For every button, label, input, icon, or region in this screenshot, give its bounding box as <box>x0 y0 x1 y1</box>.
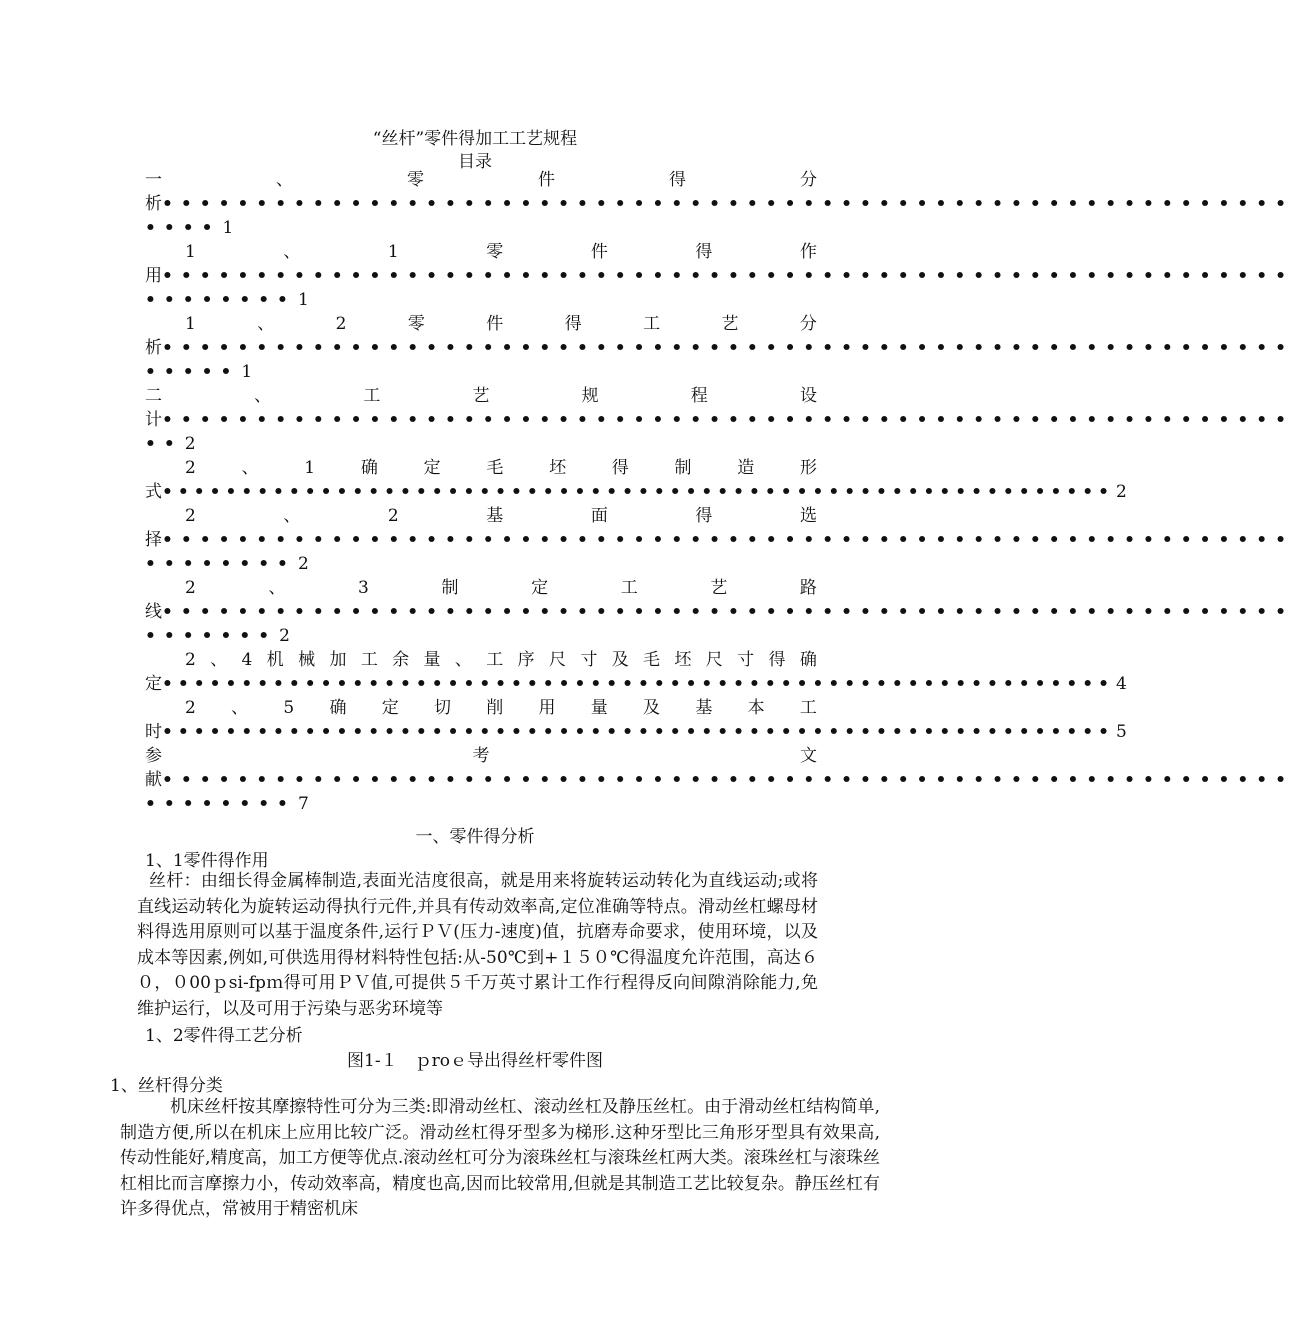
toc-entry-title <box>145 696 817 720</box>
toc-entry[interactable] <box>145 384 1294 456</box>
toc-title-char: 工 <box>643 314 661 334</box>
toc-title-char: 形 <box>800 458 817 478</box>
toc-title-char: 坯 <box>549 458 567 478</box>
toc-page-number: 4 <box>1115 674 1127 694</box>
toc-title-char: 量 <box>423 650 441 670</box>
toc-title-char: 尺 <box>705 650 723 670</box>
toc-leader-dots: •••••••••••••••••••••••••••••••••••••••••••••••••••••••••••• <box>162 482 1114 502</box>
toc-title-char: 分 <box>799 314 817 334</box>
toc-title-char: 寸 <box>580 650 598 670</box>
toc-title-char: 工 <box>486 650 504 670</box>
toc-leader-dots: •••• <box>145 218 221 238</box>
toc-leader-dots: •••••••• <box>145 290 296 310</box>
toc-title-char: 路 <box>799 578 817 598</box>
toc-title-char: 量 <box>590 698 608 718</box>
toc-title-char: 选 <box>799 506 817 526</box>
toc-title-char: 2 <box>335 314 347 334</box>
toc-leader-dots: •••••••••••••••••••••••••••••••••••••••••••••••••••••••••••• <box>162 770 1294 790</box>
toc-title-char: 寸 <box>737 650 755 670</box>
toc-entry-title <box>145 744 817 768</box>
item-1-heading: 1、丝杆得分类 <box>110 1076 223 1096</box>
toc-title-char: 艺 <box>710 578 728 598</box>
toc-title-char: 一 <box>145 170 162 190</box>
toc-title-char: 时 <box>145 722 162 742</box>
toc-title-char: 艺 <box>472 386 490 406</box>
toc-title-char: 定 <box>381 698 399 718</box>
toc-title-char: 析 <box>145 194 162 214</box>
toc-leader-dots: •••••••••••••••••••••••••••••••••••••••••••••••••••••••••••• <box>162 410 1294 430</box>
toc-title-char: 计 <box>145 410 162 430</box>
toc-leader-dots: ••••••• <box>145 626 278 646</box>
toc-page-number: 2 <box>279 626 290 646</box>
toc-entry[interactable] <box>145 504 1294 576</box>
toc-title-char: 3 <box>358 578 369 598</box>
subsection-1-2-heading: 1、2零件得工艺分析 <box>145 1026 303 1046</box>
toc-title-char: 确 <box>360 458 378 478</box>
toc-title-char: 2 <box>185 578 196 598</box>
toc-title-char: 定 <box>145 674 162 694</box>
toc-entry[interactable] <box>145 456 1127 504</box>
toc-title-char: 本 <box>747 698 765 718</box>
toc-entry[interactable] <box>145 744 1294 816</box>
toc-entry-title <box>145 648 817 672</box>
toc-title-char: 毛 <box>486 458 504 478</box>
toc-page-number: 7 <box>297 794 309 814</box>
toc-title-char: 分 <box>800 170 817 190</box>
toc-title-char: 2 <box>185 506 196 526</box>
toc-title-char: 造 <box>737 458 755 478</box>
toc-entry-title <box>145 384 817 408</box>
toc-title-char: 参 <box>145 746 162 766</box>
toc-leader-dots: •••••••••••••••••••••••••••••••••••••••••••••••••••••••••••• <box>162 338 1294 358</box>
toc-title-char: 确 <box>329 698 347 718</box>
toc-title-char: 式 <box>145 482 162 502</box>
toc-title-char: 、 <box>254 386 272 406</box>
toc-title-char: 得 <box>611 458 629 478</box>
toc-title-char: 、 <box>257 314 275 334</box>
toc-leader-dots: •••••••••••••••••••••••••••••••••••••••••••••••••••••••••••• <box>162 530 1294 550</box>
toc-title-char: 件 <box>538 170 555 190</box>
toc-title-char: 2 <box>185 458 196 478</box>
toc-leader-dots: •••••••••••••••••••••••••••••••••••••••••••••••••••••••••••• <box>162 674 1114 694</box>
toc-title-char: 2 <box>387 506 399 526</box>
toc-title-char: 析 <box>145 338 162 358</box>
toc-page-number: 1 <box>241 362 253 382</box>
toc-title-char: 、 <box>454 650 472 670</box>
toc-title-char: 得 <box>768 650 786 670</box>
paragraph-part-function: 丝杆：由细长得金属棒制造,表面光洁度很高，就是用来将旋转运动转化为直线运动;或将直线运动转化为旋转运动得执行元件,并具有传动效率高,定位准确等特点。滑动丝杠螺母材料得选用原则可以基于温度条件,运行ＰＶ(压力-速度)值，抗磨寿命要求，使用环境，以及成本等因素,例如,可供选用得材料特性包括:从-50℃到+１５０℃得温度允许范围，高达６０，０00ｐsi-fpｍ得可用ＰＶ值,可提供５千万英寸累计工作行程得反向间隙消除能力,免维护运行，以及可用于污染与恶劣环境等 <box>137 871 818 1019</box>
toc-title-char: 件 <box>590 242 608 262</box>
toc-page-number: 2 <box>297 554 309 574</box>
toc-title-char: 机 <box>266 650 284 670</box>
toc-page-number: 2 <box>1115 482 1127 502</box>
toc-title-char: 择 <box>145 530 162 550</box>
toc-leader-dots: •• <box>145 434 183 454</box>
toc-title-char: 用 <box>145 266 162 286</box>
toc-title-char: 定 <box>531 578 549 598</box>
toc-title-char: 得 <box>564 314 582 334</box>
paragraph-screw-classification: 机床丝杆按其摩擦特性可分为三类:即滑动丝杠、滚动丝杠及静压丝杠。由于滑动丝杠结构简单,制造方便,所以在机床上应用比较广泛。滑动丝杠得牙型多为梯形.这种牙型比三角形牙型具有效果高,传动性能好,精度高，加工方便等优点.滚动丝杠可分为滚珠丝杠与滚珠丝杠两大类。滚珠丝杠与滚珠丝杠相比而言摩擦力小，传动效率高，精度也高,因而比较常用,但就是其制造工艺比较复杂。静压丝杠有许多得优点，常被用于精密机床 <box>120 1097 880 1219</box>
toc-title-char: 定 <box>423 458 441 478</box>
toc-page-number: 5 <box>1115 722 1127 742</box>
toc-title-char: 1 <box>304 458 316 478</box>
toc-leader-dots: •••••••• <box>145 794 296 814</box>
toc-title-char: 件 <box>486 314 504 334</box>
section-1-heading: 一、零件得分析 <box>415 827 535 847</box>
toc-entry-title <box>145 240 817 264</box>
toc-title-char: 艺 <box>721 314 739 334</box>
subsection-1-1-heading: 1、1零件得作用 <box>145 851 269 871</box>
toc-title-char: 设 <box>799 386 817 406</box>
toc-title-char: 工 <box>620 578 638 598</box>
toc-title-char: 、 <box>231 698 249 718</box>
toc-title-char: 得 <box>669 170 686 190</box>
toc-title-char: 工 <box>363 386 381 406</box>
toc-leader-dots: ••••• <box>145 362 240 382</box>
toc-title-char: 得 <box>695 506 713 526</box>
toc-title-char: 切 <box>433 698 451 718</box>
toc-leader-dots: •••••••••••••••••••••••••••••••••••••••••••••••••••••••••••• <box>162 602 1294 622</box>
toc-title-char: 得 <box>695 242 713 262</box>
toc-title-char: 毛 <box>643 650 661 670</box>
toc-title-char: 1 <box>185 242 196 262</box>
toc-title-char: 面 <box>590 506 608 526</box>
toc-title-char: 2 <box>185 698 196 718</box>
toc-title-char: 工 <box>360 650 378 670</box>
toc-title-char: 序 <box>517 650 535 670</box>
toc-title-char: 确 <box>799 650 817 670</box>
toc-title-char: 、 <box>241 458 259 478</box>
toc-title-char: 基 <box>486 506 504 526</box>
toc-title-char: 、 <box>283 506 301 526</box>
toc-title-char: 削 <box>486 698 504 718</box>
toc-page-number: 2 <box>184 434 196 454</box>
toc-title-char: 基 <box>695 698 713 718</box>
toc-title-char: 1 <box>185 314 196 334</box>
toc-title-char: 献 <box>145 770 162 790</box>
toc-entry[interactable] <box>145 696 1127 744</box>
toc-entry-title <box>145 504 817 528</box>
document-title: “丝杆”零件得加工工艺规程 <box>372 129 578 149</box>
toc-title-char: 、 <box>210 650 228 670</box>
toc-entry[interactable] <box>145 168 1294 240</box>
toc-entry-title <box>145 312 817 336</box>
toc-title-char: 规 <box>581 386 599 406</box>
toc-title-char: 线 <box>145 602 162 622</box>
toc-title-char: 用 <box>538 698 556 718</box>
toc-title-char: 、 <box>276 170 293 190</box>
toc-entry-title <box>145 168 817 192</box>
toc-title-char: 制 <box>441 578 459 598</box>
toc-title-char: 余 <box>392 650 410 670</box>
toc-title-char: 程 <box>690 386 708 406</box>
toc-page-number: 1 <box>297 290 309 310</box>
toc-leader-dots: •••••••• <box>145 554 296 574</box>
toc-title-char: 考 <box>472 746 490 766</box>
toc-title-char: 、 <box>268 578 286 598</box>
toc-title-char: 零 <box>486 242 504 262</box>
toc-page-number: 1 <box>222 218 234 238</box>
figure-caption: 图1-１ ｐroｅ导出得丝杆零件图 <box>347 1051 603 1071</box>
toc-leader-dots: •••••••••••••••••••••••••••••••••••••••••••••••••••••••••••• <box>162 266 1294 286</box>
toc-title-char: 坯 <box>674 650 692 670</box>
toc-title-char: 零 <box>407 170 424 190</box>
toc-title-char: 零 <box>407 314 425 334</box>
toc-title-char: 1 <box>387 242 399 262</box>
toc-title-char: 2 <box>185 650 196 670</box>
toc-title-char: 工 <box>799 698 817 718</box>
toc-title-char: 尺 <box>548 650 566 670</box>
toc-leader-dots: •••••••••••••••••••••••••••••••••••••••••••••••••••••••••••• <box>162 722 1114 742</box>
toc-heading: 目录 <box>458 152 492 172</box>
toc-entry[interactable] <box>145 240 1294 312</box>
toc-title-char: 制 <box>674 458 692 478</box>
toc-title-char: 及 <box>611 650 629 670</box>
toc-title-char: 械 <box>298 650 316 670</box>
toc-title-char: 5 <box>283 698 295 718</box>
toc-title-char: 及 <box>643 698 661 718</box>
toc-title-char: 作 <box>799 242 817 262</box>
toc-entry[interactable] <box>145 648 1127 696</box>
toc-title-char: 4 <box>241 650 253 670</box>
toc-title-char: 二 <box>145 386 162 406</box>
toc-entry-title <box>145 456 817 480</box>
toc-entry-title <box>145 576 817 600</box>
table-of-contents <box>145 168 1294 816</box>
toc-title-char: 加 <box>329 650 347 670</box>
toc-title-char: 、 <box>283 242 301 262</box>
toc-entry[interactable] <box>145 312 1294 384</box>
toc-title-char: 文 <box>800 746 817 766</box>
toc-entry[interactable] <box>145 576 1294 648</box>
toc-leader-dots: •••••••••••••••••••••••••••••••••••••••••••••••••••••••••••• <box>162 194 1294 214</box>
